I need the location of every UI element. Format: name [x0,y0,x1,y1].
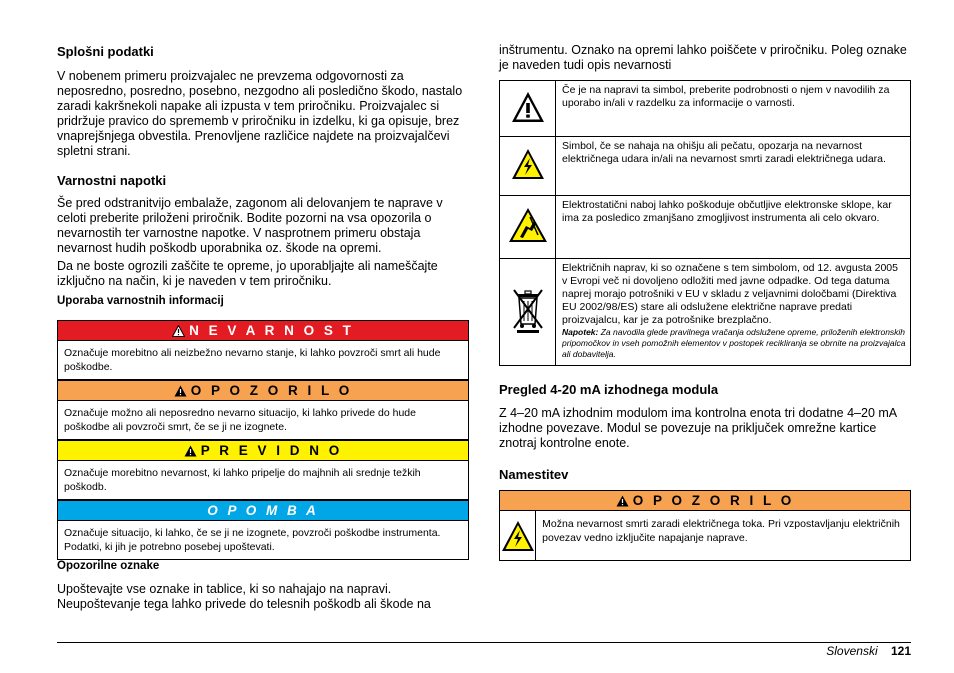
module-text: Z 4–20 mA izhodnim modulom ima kontrolna enota tri dodatne 4–20 mA izhodne povezave. Modul se povezuje na priključek omrežne kartice znotraj kontrolne enote. [499,406,897,450]
warning-label: O P O Z O R I L O [190,383,353,398]
warning-header [58,381,468,401]
weee-symbol-text [556,259,911,366]
danger-label: N E V A R N O S T [189,323,354,338]
warning-triangle-icon [511,91,545,123]
danger-text: Označuje morebitno ali neizbežno nevarno stanje, ki lahko povzroči smrt ali hude poškodbe. [64,347,441,373]
labels-text: Upoštevajte vse oznake in tablice, ki so nahajajo na napravi. Neupoštevanje tega lahko privede do telesnih poškodb ali škode na [57,582,431,611]
notice-header [58,501,468,521]
caution-header [58,441,468,461]
caution-text: Označuje morebitno nevarnost, ki lahko pripelje do majhnih ali srednje težkih poškodb. [64,467,421,493]
electric-shock-icon [501,520,535,552]
caution-box [57,440,469,500]
install-warning-box [499,490,911,561]
footer-divider [57,642,911,643]
warning-text: Označuje možno ali neposredno nevarno situacijo, ki lahko privede do hude poškodbe ali povzroči smrt, če se ji ne izognete. [64,407,416,433]
footer-language: Slovenski [826,644,878,658]
symbol-row [500,196,911,259]
general-text: V nobenem primeru proizvajalec ne prevzema odgovornosti za neposredno, posredno, posebno, nezgodno ali posledično škodo, nastalo zaradi kakršnekoli napake ali izpusta v tem priročniku. Proizvajalec si pridržuje pravico do sprememb v priročniku in izdelku, ki ga opisuje, brez vnaprejšnjega obvestila. Prenovljene različice najdete na proizvajalčevi spletni strani. [57,69,463,158]
symbol-icon-cell [500,259,556,366]
symbol-text: Elektrostatični naboj lahko poškoduje občutljive elektronske sklope, kar ima za posledico zmanjšano zmogljivost instrumenta ali celo okvaro. [556,196,911,259]
warning-triangle-icon [174,385,187,397]
danger-box [57,320,469,380]
install-warning-row [500,511,910,560]
symbol-icon-cell [500,137,556,196]
continued-text: inštrumentu. Oznako na opremi lahko poiščete v priročniku. Poleg oznake je naveden tudi opis nevarnosti [499,43,907,72]
symbol-row [500,81,911,137]
safety-heading: Varnostni napotki [57,173,167,188]
warning-triangle-icon [184,445,197,457]
note-label: Napotek: [562,327,599,337]
esd-icon [508,207,548,243]
install-warning-text: Možna nevarnost smrti zaradi električnega toka. Pri vzpostavljanju električnih povezav vedno izključite napajanje naprave. [542,518,900,544]
warning-triangle-icon [616,495,629,507]
symbol-text: Če je na napravi ta simbol, preberite podrobnosti o njem v navodilih za uporabo in/ali v razdelku za informacije o varnosti. [556,81,911,137]
usage-heading: Uporaba varnostnih informacij [57,295,224,307]
labels-heading: Opozorilne oznake [57,560,160,572]
weee-note [562,327,906,360]
danger-header [58,321,468,341]
install-warning-header [500,491,910,511]
notice-label: O P O M B A [207,503,319,518]
symbol-icon-cell [500,81,556,137]
safety-text-2: Da ne boste ogrozili zaščite te opreme, jo uporabljajte ali nameščajte izključno na način, ki je naveden v tem priročniku. [57,259,438,288]
warning-triangle-icon [172,325,185,337]
notice-text: Označuje situacijo, ki lahko, če se ji ne izognete, povzroči poškodbe instrumenta. Podatki, ki jih je potrebno posebej upoštevati. [64,527,441,553]
weee-bin-icon [511,286,545,334]
module-heading: Pregled 4-20 mA izhodnega modula [499,382,719,397]
symbol-text: Električnih naprav, ki so označene s tem simbolom, od 12. avgusta 2005 v Evropi več ni dovoljeno odložiti med javne odpadke. Od tega datuma naprej morajo potrošniki v EU v skladu z veljavnimi določbami (Direktiva EU 2002/98/ES) stare ali odslužene električne naprave predati proizvajalcu, kar je za potrošnike brezplačno. [562,262,898,326]
caution-label: P R E V I D N O [200,443,343,458]
page-number: 121 [890,644,911,658]
install-warning-icon-cell [500,511,536,560]
footer [826,644,911,658]
notice-box [57,500,469,560]
electric-shock-icon [511,148,545,180]
safety-text-1: Še pred odstranitvijo embalaže, zagonom ali delovanjem te naprave v celoti preberite priloženi priročnik. Bodite pozorni na vsa opozorila o nevarnostih ter varnostne napotke. V nasprotnem primeru obstaja nevarnost hudih poškodb uporabnika oz. škode na opremi. [57,196,443,255]
symbols-table [499,80,911,366]
install-heading: Namestitev [499,467,569,482]
install-warning-label: O P O Z O R I L O [632,493,795,508]
warning-box [57,380,469,440]
symbol-text: Simbol, če se nahaja na ohišju ali pečatu, opozarja na nevarnost električnega udara in/ali na nevarnost smrti zaradi električnega udara. [556,137,911,196]
symbol-icon-cell [500,196,556,259]
symbol-row [500,259,911,366]
symbol-row [500,137,911,196]
general-heading: Splošni podatki [57,44,154,59]
note-text: Za navodila glede pravilnega vračanja odslužene opreme, priloženih elektronskih pripomočkov in vseh pomožnih elementov v postopek recikliranja se obrnite na proizvajalca ali dobavitelja. [562,327,906,359]
